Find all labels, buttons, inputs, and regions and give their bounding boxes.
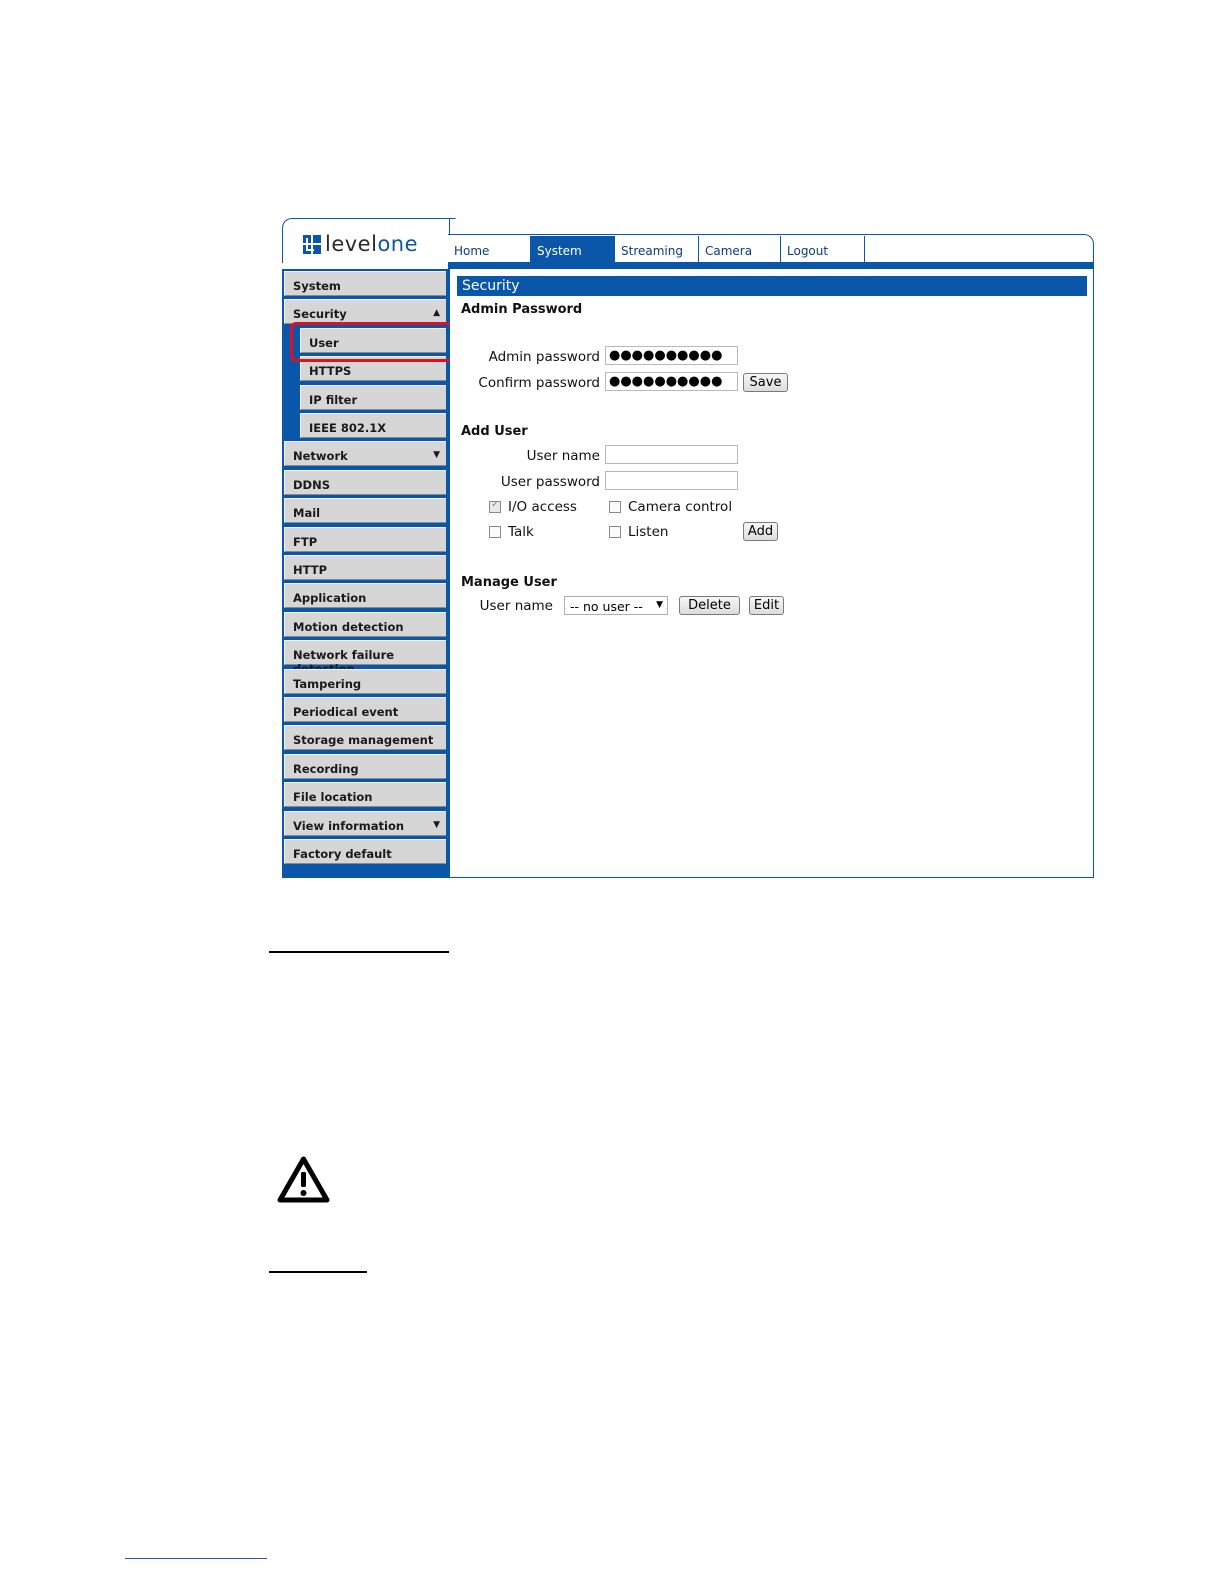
sidebar-item-label: File location <box>293 790 373 805</box>
sidebar-item-http[interactable] <box>284 555 446 580</box>
note-underline <box>269 1271 367 1273</box>
top-navigation <box>448 234 1094 262</box>
admin-password-input[interactable]: ●●●●●●●●●● <box>605 346 738 365</box>
sidebar-item-label: IP filter <box>309 392 358 407</box>
confirm-password-input[interactable]: ●●●●●●●●●● <box>605 372 738 391</box>
levelone-logo <box>303 232 418 256</box>
user-password-label: User password <box>500 474 600 490</box>
sidebar-item-label: Mail <box>293 506 321 521</box>
add-user-button[interactable]: Add <box>743 522 778 541</box>
user-name-input[interactable] <box>605 445 738 464</box>
sidebar-item-ftp[interactable] <box>284 527 446 552</box>
user-select-value: -- no user -- <box>570 599 643 614</box>
sidebar-item-label: Storage management <box>293 733 434 748</box>
sidebar-item-system[interactable] <box>284 271 446 296</box>
edit-button[interactable]: Edit <box>749 596 784 615</box>
listen-checkbox[interactable] <box>609 526 621 538</box>
talk-checkbox[interactable] <box>489 526 501 538</box>
sidebar-item-label: User <box>309 335 339 350</box>
tab-system[interactable]: System <box>531 236 615 262</box>
user-password-input[interactable] <box>605 471 738 490</box>
logo-tab <box>282 218 450 263</box>
delete-button[interactable]: Delete <box>679 596 740 615</box>
sidebar-item-label: Application <box>293 591 367 606</box>
admin-password-label: Admin password <box>488 349 600 365</box>
footer-rule <box>125 1558 267 1559</box>
sidebar-item-label: System <box>293 279 341 293</box>
sidebar-item-ip-filter[interactable] <box>300 385 446 410</box>
sidebar-item-recording[interactable] <box>284 754 446 779</box>
sidebar-item-label: FTP <box>293 534 318 549</box>
caution-icon <box>276 1155 331 1205</box>
confirm-password-label: Confirm password <box>478 375 600 391</box>
sidebar-item-periodical-event[interactable] <box>284 697 446 722</box>
sidebar-item-label: Network failure <box>293 648 395 663</box>
page-title: Security <box>457 276 1087 296</box>
sidebar-item-label: HTTP <box>293 563 328 577</box>
add-user-heading: Add User <box>461 424 528 439</box>
sidebar-item-ieee-802-1x[interactable] <box>300 413 446 438</box>
levelone-logo-icon <box>303 235 321 254</box>
sidebar-item-file-location[interactable] <box>284 782 446 807</box>
sidebar-item-label: View information <box>293 818 405 833</box>
camera-control-label: Camera control <box>628 499 733 515</box>
manage-user-heading: Manage User <box>461 575 557 590</box>
expand-arrow-icon: ▼ <box>433 450 440 461</box>
listen-label: Listen <box>628 524 669 540</box>
talk-label: Talk <box>508 524 534 540</box>
expand-arrow-icon: ▼ <box>433 819 440 830</box>
io-access-checkbox[interactable] <box>489 501 501 513</box>
sidebar-item-label: DDNS <box>293 477 330 492</box>
camera-control-checkbox[interactable] <box>609 501 621 513</box>
sidebar-item-application[interactable] <box>284 583 446 608</box>
sidebar-item-label: IEEE 802.1X <box>309 421 387 435</box>
logo-text: levelone <box>325 232 419 256</box>
manage-user-name-label: User name <box>479 598 553 614</box>
sidebar-item-mail[interactable] <box>284 498 446 523</box>
sidebar-item-label: Recording <box>293 761 359 776</box>
io-access-label: I/O access <box>508 499 577 515</box>
sidebar-item-label: Security <box>293 307 347 322</box>
sidebar-item-label: Tampering <box>293 676 362 691</box>
sidebar-item-network-failure-detection[interactable] <box>284 640 446 665</box>
sidebar-item-label: Factory default <box>293 847 392 861</box>
tab-camera[interactable]: Camera <box>699 236 781 262</box>
sidebar-item-network[interactable] <box>284 441 446 466</box>
sidebar-item-view-information[interactable] <box>284 811 446 836</box>
sidebar-item-label: Periodical event <box>293 705 399 719</box>
sidebar-item-label: Network <box>293 449 348 464</box>
section-underline <box>269 951 449 953</box>
camera-web-ui <box>282 218 1094 878</box>
chevron-down-icon: ▼ <box>656 600 663 610</box>
user-select[interactable] <box>564 596 668 615</box>
sidebar-item-storage-management[interactable] <box>284 725 446 750</box>
sidebar-item-security[interactable] <box>284 299 446 324</box>
tab-streaming[interactable]: Streaming <box>615 236 699 262</box>
sidebar-item-label: Motion detection <box>293 619 404 634</box>
sidebar-item-factory-default[interactable] <box>284 839 446 864</box>
security-panel <box>450 269 1094 878</box>
admin-password-heading: Admin Password <box>461 302 583 317</box>
save-button[interactable]: Save <box>743 373 788 392</box>
collapse-arrow-icon: ▲ <box>433 308 440 319</box>
sidebar-item-label: HTTPS <box>309 364 352 379</box>
selection-highlight <box>290 322 454 362</box>
sidebar-item-tampering[interactable] <box>284 669 446 694</box>
tab-logout[interactable]: Logout <box>781 236 865 262</box>
sidebar-item-ddns[interactable] <box>284 470 446 495</box>
top-bar <box>448 262 1094 269</box>
sidebar-item-motion-detection[interactable] <box>284 612 446 637</box>
user-name-label: User name <box>526 448 600 464</box>
tab-home[interactable]: Home <box>448 236 531 262</box>
